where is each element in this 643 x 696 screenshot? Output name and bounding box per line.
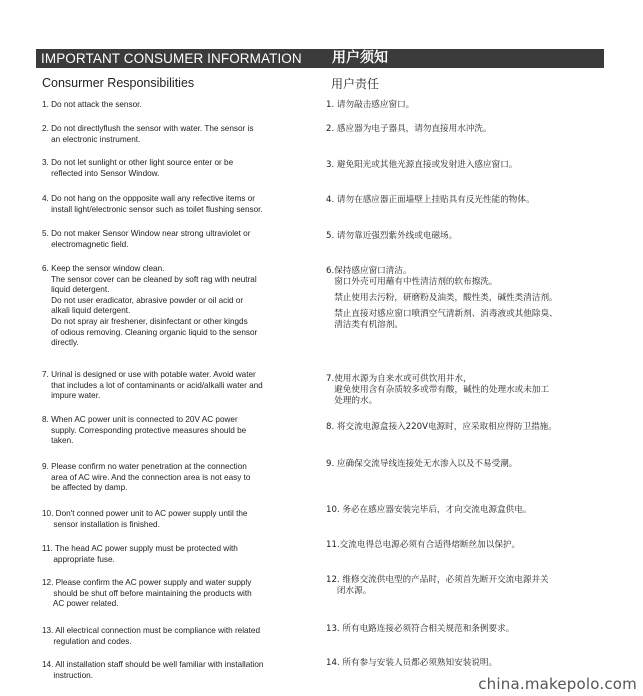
en-item-7-line: that includes a lot of contaminants or acid/alkalli water and — [42, 380, 263, 390]
subheader-zh: 用户责任 — [331, 77, 380, 91]
en-item-7-line: 7. Urinal is designed or use with potable water. Avoid water — [42, 370, 256, 379]
zh-item-3-line: 3. 避免阳光或其他光源直接或发射进入感应窗口。 — [326, 160, 518, 170]
en-item-13-line: 13. All electrical connection must be compliance with related — [42, 626, 260, 635]
en-item-4 — [42, 194, 314, 215]
en-item-1 — [42, 100, 314, 111]
en-item-2-line: 2. Do not directlyflush the sensor with water. The sensor is — [42, 124, 254, 133]
en-item-6-line: liquid detergent. — [42, 285, 110, 295]
zh-item-12-line: 12. 维修交流供电型的产品时，必须首先断开交流电源并关 — [326, 575, 549, 585]
en-item-6-line: alkali liquid detergent. — [42, 306, 131, 316]
zh-item-2-line: 2. 感应器为电子器具，请勿直接用水冲洗。 — [326, 124, 492, 134]
zh-item-6-line: 6.保持感应窗口清洁。 — [326, 266, 412, 276]
en-item-6-line: of odious removing. Cleaning organic liquid to the sensor — [42, 327, 258, 337]
en-item-6-line: directly. — [42, 338, 79, 348]
zh-item-3 — [326, 160, 610, 171]
en-item-4-line: install light/electronic sensor such as toilet flushing sensor. — [42, 204, 263, 214]
header-title-en: IMPORTANT CONSUMER INFORMATION — [41, 51, 302, 66]
zh-item-1-line: 1. 请勿敲击感应窗口。 — [326, 100, 415, 110]
en-item-3-line: reflected into Sensor Window. — [42, 168, 160, 178]
zh-item-12 — [326, 575, 610, 597]
en-item-14-line: instruction. — [42, 670, 93, 680]
zh-item-7 — [326, 374, 610, 407]
en-item-10 — [42, 509, 314, 530]
zh-item-6-line: 禁止直接对感应窗口喷洒空气清新剂、消毒液或其他除臭、 — [326, 309, 558, 319]
zh-item-11 — [326, 540, 610, 551]
en-item-2-line: an electronic instrument. — [42, 134, 141, 144]
zh-item-9 — [326, 459, 610, 470]
en-item-6-line: The sensor cover can be cleaned by soft rag with neutral — [42, 274, 257, 284]
zh-item-8 — [326, 422, 610, 433]
header-title-zh: 用户须知 — [332, 50, 388, 66]
en-item-12-line: 12. Please confirm the AC power supply and water supply — [42, 578, 252, 587]
zh-item-6-line: 禁止使用去污粉，研磨粉及油类，酸性类，碱性类清洁剂。 — [326, 293, 558, 303]
en-item-8-line: 8. When AC power unit is connected to 20V AC power — [42, 415, 238, 424]
en-item-14-line: 14. All installation staff should be well familiar with installation — [42, 660, 264, 669]
en-item-11-line: appropriate fuse. — [42, 554, 115, 564]
en-item-9 — [42, 462, 314, 494]
en-item-8-line: supply. Corresponding protective measures should be — [42, 425, 247, 435]
en-item-12 — [42, 578, 314, 610]
en-item-2 — [42, 124, 314, 145]
en-item-7-line: impure water. — [42, 391, 101, 401]
zh-item-13-line: 13. 所有电路连接必须符合相关规范和条例要求。 — [326, 624, 515, 634]
en-item-6-line: 6. Keep the sensor window clean. — [42, 264, 165, 273]
en-item-9-line: be affected by damp. — [42, 483, 128, 493]
zh-item-2 — [326, 124, 610, 135]
zh-item-14-line: 14. 所有参与安装人员都必须熟知安装说明。 — [326, 658, 498, 668]
en-item-10-line: 10. Don't conned power unit to AC power supply until the — [42, 509, 248, 518]
zh-item-10-line: 10. 务必在感应器安装完毕后，才向交流电源盒供电。 — [326, 505, 532, 515]
en-item-11-line: 11. The head AC power supply must be protected with — [42, 544, 238, 553]
zh-item-6 — [326, 266, 610, 331]
en-item-13-line: regulation and codes. — [42, 636, 132, 646]
en-item-14 — [42, 660, 314, 681]
zh-item-5-line: 5. 请勿靠近强烈紫外线或电磁场。 — [326, 231, 458, 241]
en-item-5 — [42, 229, 314, 250]
zh-item-10 — [326, 505, 610, 516]
zh-item-6-line: 清洁类有机溶剂。 — [326, 320, 403, 330]
en-item-8-line: taken. — [42, 436, 74, 446]
zh-item-1 — [326, 100, 610, 111]
en-item-12-line: should be shut off before maintaining the products with — [42, 588, 252, 598]
en-item-8 — [42, 415, 314, 447]
en-item-6-line: Do not user eradicator, abrasive powder or oil acid or — [42, 295, 244, 305]
en-item-9-line: 9. Please confirm no water penetration at the connection — [42, 462, 247, 471]
zh-item-11-line: 11.交流电得总电源必须有合适得熔断丝加以保护。 — [326, 540, 521, 550]
en-item-6 — [42, 264, 314, 349]
zh-item-9-line: 9. 应确保交流导线连接处无水渗入以及不易受潮。 — [326, 459, 518, 469]
zh-item-7-line: 7.使用水源为自来水或可供饮用井水， — [326, 374, 472, 384]
zh-item-7-line: 避免使用含有杂质较多或带有酸，碱性的处理水或未加工 — [326, 385, 550, 395]
en-item-6-line: Do not spray air freshener, disinfectant or other kingds — [42, 316, 248, 326]
zh-item-4 — [326, 195, 610, 206]
watermark: china.makepolo.com — [478, 675, 637, 693]
zh-item-7-line: 处理的水。 — [326, 396, 378, 406]
zh-item-4-line: 4. 请勿在感应器正面墙壁上挂贴具有反光性能的物体。 — [326, 195, 535, 205]
header-bar — [36, 49, 604, 68]
en-item-1-line: 1. Do not attack the sensor. — [42, 100, 142, 109]
en-item-11 — [42, 544, 314, 565]
en-item-3 — [42, 158, 314, 179]
subheader-en: Consurmer Responsibilities — [42, 76, 195, 90]
zh-item-5 — [326, 231, 610, 242]
en-item-5-line: electromagnetic field. — [42, 239, 129, 249]
en-item-3-line: 3. Do not let sunlight or other light source enter or be — [42, 158, 234, 167]
en-item-5-line: 5. Do not maker Sensor Window near strong ultraviolet or — [42, 229, 251, 238]
zh-item-6-line: 窗口外壳可用蘸有中性清洁剂的软布擦洗。 — [326, 277, 498, 287]
en-item-13 — [42, 626, 314, 647]
zh-item-12-line: 闭水源。 — [326, 586, 372, 596]
zh-item-14 — [326, 658, 610, 669]
en-item-10-line: sensor installation is finished. — [42, 519, 160, 529]
zh-item-8-line: 8. 将交流电源盒接入220V电源时，应采取相应得防卫措施。 — [326, 422, 557, 432]
en-item-7 — [42, 370, 314, 402]
zh-item-13 — [326, 624, 610, 635]
en-item-9-line: area of AC wire. And the connection area is not easy to — [42, 472, 251, 482]
en-item-12-line: AC power related. — [42, 599, 119, 609]
en-item-4-line: 4. Do not hang on the oppposite wall any refective items or — [42, 194, 255, 203]
